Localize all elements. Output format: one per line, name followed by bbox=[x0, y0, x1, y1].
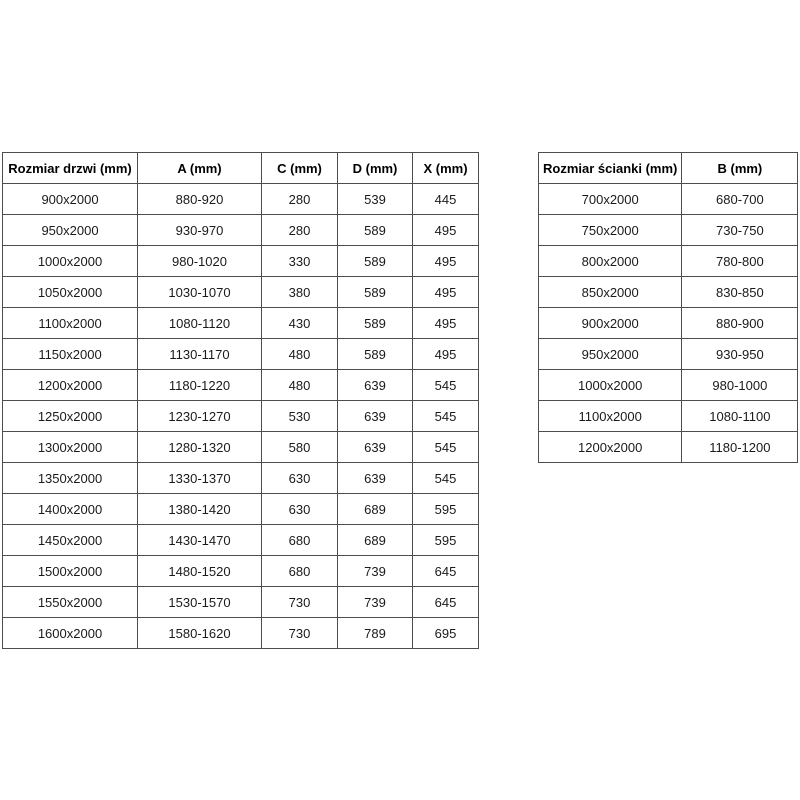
table-cell: 645 bbox=[413, 587, 479, 618]
table-cell: 480 bbox=[262, 370, 338, 401]
table-row bbox=[539, 184, 798, 215]
table-cell: 1550x2000 bbox=[3, 587, 138, 618]
table-cell: 1450x2000 bbox=[3, 525, 138, 556]
table-cell: 1330-1370 bbox=[138, 463, 262, 494]
table-cell: 880-920 bbox=[138, 184, 262, 215]
table-cell: 1580-1620 bbox=[138, 618, 262, 649]
column-header: A (mm) bbox=[138, 153, 262, 184]
table-row bbox=[3, 556, 479, 587]
table-row bbox=[3, 525, 479, 556]
table-row bbox=[3, 618, 479, 649]
table-cell: 789 bbox=[338, 618, 413, 649]
table-cell: 1000x2000 bbox=[3, 246, 138, 277]
table-row bbox=[3, 370, 479, 401]
door-size-table bbox=[2, 152, 479, 649]
table-cell: 1530-1570 bbox=[138, 587, 262, 618]
table-cell: 495 bbox=[413, 246, 479, 277]
table-row bbox=[3, 184, 479, 215]
table-cell: 495 bbox=[413, 215, 479, 246]
table-cell: 1280-1320 bbox=[138, 432, 262, 463]
table-cell: 330 bbox=[262, 246, 338, 277]
table-row bbox=[539, 277, 798, 308]
table-cell: 545 bbox=[413, 463, 479, 494]
table-cell: 480 bbox=[262, 339, 338, 370]
table-row bbox=[3, 401, 479, 432]
table-cell: 1480-1520 bbox=[138, 556, 262, 587]
table-cell: 589 bbox=[338, 339, 413, 370]
table-cell: 680-700 bbox=[682, 184, 798, 215]
table-cell: 830-850 bbox=[682, 277, 798, 308]
table-cell: 639 bbox=[338, 432, 413, 463]
table-row bbox=[3, 246, 479, 277]
table-cell: 280 bbox=[262, 215, 338, 246]
table-cell: 1430-1470 bbox=[138, 525, 262, 556]
table-row bbox=[3, 277, 479, 308]
table-cell: 1130-1170 bbox=[138, 339, 262, 370]
table-cell: 589 bbox=[338, 277, 413, 308]
table-cell: 1250x2000 bbox=[3, 401, 138, 432]
table-cell: 850x2000 bbox=[539, 277, 682, 308]
table-cell: 580 bbox=[262, 432, 338, 463]
table-cell: 900x2000 bbox=[539, 308, 682, 339]
column-header: Rozmiar drzwi (mm) bbox=[3, 153, 138, 184]
column-header: C (mm) bbox=[262, 153, 338, 184]
table-cell: 1150x2000 bbox=[3, 339, 138, 370]
column-header: D (mm) bbox=[338, 153, 413, 184]
table-row bbox=[539, 246, 798, 277]
table-cell: 780-800 bbox=[682, 246, 798, 277]
table-cell: 950x2000 bbox=[539, 339, 682, 370]
table-cell: 880-900 bbox=[682, 308, 798, 339]
table-cell: 1230-1270 bbox=[138, 401, 262, 432]
table-cell: 1100x2000 bbox=[539, 401, 682, 432]
column-header: Rozmiar ścianki (mm) bbox=[539, 153, 682, 184]
table-cell: 930-970 bbox=[138, 215, 262, 246]
table-row bbox=[3, 308, 479, 339]
table-cell: 739 bbox=[338, 587, 413, 618]
column-header: B (mm) bbox=[682, 153, 798, 184]
table-cell: 380 bbox=[262, 277, 338, 308]
table-cell: 545 bbox=[413, 370, 479, 401]
table-cell: 630 bbox=[262, 463, 338, 494]
table-row bbox=[539, 370, 798, 401]
table-cell: 680 bbox=[262, 556, 338, 587]
table-cell: 695 bbox=[413, 618, 479, 649]
table-cell: 1300x2000 bbox=[3, 432, 138, 463]
table-row bbox=[3, 339, 479, 370]
table-cell: 595 bbox=[413, 525, 479, 556]
header-row bbox=[539, 153, 798, 184]
table-cell: 689 bbox=[338, 494, 413, 525]
header-row bbox=[3, 153, 479, 184]
table-cell: 430 bbox=[262, 308, 338, 339]
table-cell: 495 bbox=[413, 277, 479, 308]
table-row bbox=[3, 215, 479, 246]
table-cell: 545 bbox=[413, 432, 479, 463]
table-row bbox=[3, 463, 479, 494]
table-cell: 980-1020 bbox=[138, 246, 262, 277]
table-cell: 680 bbox=[262, 525, 338, 556]
table-cell: 280 bbox=[262, 184, 338, 215]
table-cell: 730-750 bbox=[682, 215, 798, 246]
table-cell: 950x2000 bbox=[3, 215, 138, 246]
table-cell: 639 bbox=[338, 401, 413, 432]
table-cell: 800x2000 bbox=[539, 246, 682, 277]
table-cell: 589 bbox=[338, 246, 413, 277]
table-cell: 930-950 bbox=[682, 339, 798, 370]
table-cell: 639 bbox=[338, 463, 413, 494]
table-cell: 1200x2000 bbox=[3, 370, 138, 401]
wall-panel-size-table bbox=[538, 152, 798, 463]
table-cell: 739 bbox=[338, 556, 413, 587]
table-row bbox=[3, 432, 479, 463]
table-cell: 980-1000 bbox=[682, 370, 798, 401]
table-cell: 1180-1220 bbox=[138, 370, 262, 401]
table-cell: 589 bbox=[338, 215, 413, 246]
table-cell: 1050x2000 bbox=[3, 277, 138, 308]
table-row bbox=[539, 401, 798, 432]
table-cell: 545 bbox=[413, 401, 479, 432]
table-cell: 1000x2000 bbox=[539, 370, 682, 401]
table-cell: 1080-1100 bbox=[682, 401, 798, 432]
table-cell: 445 bbox=[413, 184, 479, 215]
table-cell: 750x2000 bbox=[539, 215, 682, 246]
table-cell: 700x2000 bbox=[539, 184, 682, 215]
table-cell: 530 bbox=[262, 401, 338, 432]
table-cell: 1400x2000 bbox=[3, 494, 138, 525]
table-cell: 1080-1120 bbox=[138, 308, 262, 339]
table-row bbox=[539, 308, 798, 339]
table-row bbox=[3, 587, 479, 618]
table-cell: 1200x2000 bbox=[539, 432, 682, 463]
table-cell: 495 bbox=[413, 308, 479, 339]
table-row bbox=[539, 432, 798, 463]
table-row bbox=[3, 494, 479, 525]
table-cell: 1500x2000 bbox=[3, 556, 138, 587]
table-cell: 1180-1200 bbox=[682, 432, 798, 463]
table-cell: 1350x2000 bbox=[3, 463, 138, 494]
table-cell: 639 bbox=[338, 370, 413, 401]
table-row bbox=[539, 339, 798, 370]
table-cell: 730 bbox=[262, 618, 338, 649]
table-cell: 589 bbox=[338, 308, 413, 339]
table-cell: 539 bbox=[338, 184, 413, 215]
table-cell: 1030-1070 bbox=[138, 277, 262, 308]
table-cell: 689 bbox=[338, 525, 413, 556]
table-cell: 730 bbox=[262, 587, 338, 618]
table-cell: 1100x2000 bbox=[3, 308, 138, 339]
table-cell: 1600x2000 bbox=[3, 618, 138, 649]
table-cell: 1380-1420 bbox=[138, 494, 262, 525]
table-cell: 900x2000 bbox=[3, 184, 138, 215]
table-row bbox=[539, 215, 798, 246]
column-header: X (mm) bbox=[413, 153, 479, 184]
table-cell: 495 bbox=[413, 339, 479, 370]
table-cell: 595 bbox=[413, 494, 479, 525]
table-cell: 630 bbox=[262, 494, 338, 525]
table-cell: 645 bbox=[413, 556, 479, 587]
